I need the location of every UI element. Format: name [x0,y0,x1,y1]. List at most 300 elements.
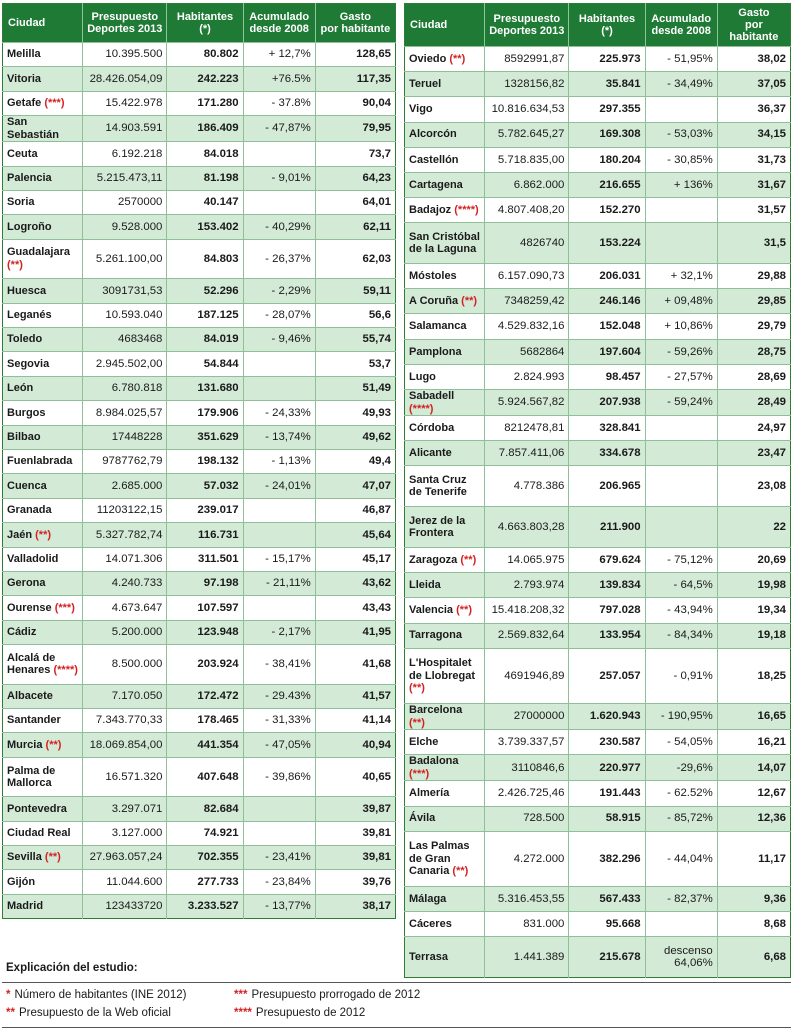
budget-cell: 18.069.854,00 [83,733,167,757]
spend-per-capita-cell: 41,68 [315,645,395,685]
note-text: Presupuesto de 2012 [255,1007,366,1019]
population-cell: 97.198 [167,571,243,595]
population-cell: 40.147 [167,190,243,214]
city-name: Ceuta [7,147,38,160]
budget-cell: 7.343.770,33 [83,708,167,732]
budget-cell: 1328156,82 [485,72,569,97]
table-row [3,523,396,547]
city-cell [3,376,83,400]
population-cell: 186.409 [167,116,243,142]
city-cell [3,846,83,870]
accumulated-cell [645,441,717,466]
city-cell [405,198,485,223]
spend-per-capita-cell: 23,08 [717,466,790,507]
spend-per-capita-cell: 64,23 [315,166,395,190]
city-name: Cáceres [409,918,452,931]
footnote-mark: (****) [53,664,78,677]
spend-per-capita-cell: 28,69 [717,364,790,389]
population-cell: 679.624 [569,548,645,573]
population-cell: 52.296 [167,279,243,303]
spend-per-capita-cell: 36,37 [717,97,790,122]
city-name: Burgos [7,406,46,419]
budget-cell: 4.240.733 [83,571,167,595]
city-cell [405,289,485,314]
budget-cell: 8.984.025,57 [83,401,167,425]
accumulated-cell: - 24,33% [243,401,315,425]
spend-per-capita-cell: 40,94 [315,733,395,757]
accumulated-cell: - 59,24% [645,390,717,416]
population-cell: 257.057 [569,648,645,703]
city-name: Vigo [409,103,433,116]
budget-cell: 5.200.000 [83,620,167,644]
city-name: Gerona [7,577,46,590]
budget-table-right [404,3,791,978]
population-cell: 95.668 [569,912,645,937]
budget-cell: 5.316.453,55 [485,887,569,912]
note-2012 [234,1007,365,1019]
table-row [3,645,396,685]
accumulated-cell [243,797,315,821]
spend-per-capita-cell: 45,64 [315,523,395,547]
notes-divider-top [2,982,791,983]
budget-cell: 4.807.408,20 [485,198,569,223]
city-name: Córdoba [409,421,455,434]
spend-per-capita-cell: 14,07 [717,755,790,781]
spend-per-capita-cell: 41,14 [315,708,395,732]
population-cell: 277.733 [167,870,243,894]
table-row [3,821,396,845]
table-row [3,328,396,352]
city-name: Lugo [409,370,436,383]
spend-per-capita-cell: 31,67 [717,172,790,197]
city-name: L'Hospitalet de Llobregat [409,657,476,682]
city-cell [405,416,485,441]
budget-cell: 4826740 [485,223,569,264]
accumulated-cell: - 31,33% [243,708,315,732]
population-cell: 198.132 [167,449,243,473]
note-text: Presupuesto prorrogado de 2012 [251,989,421,1001]
spend-per-capita-cell: 62,11 [315,215,395,239]
accumulated-cell: - 44,04% [645,831,717,886]
budget-cell: 15.422.978 [83,91,167,115]
city-cell [405,147,485,172]
population-cell: 351.629 [167,425,243,449]
population-cell: 191.443 [569,781,645,806]
spend-per-capita-cell: 62,03 [315,239,395,279]
table-row [3,401,396,425]
table-row [3,870,396,894]
spend-per-capita-cell: 18,25 [717,648,790,703]
table-row [405,831,791,886]
table-row [3,571,396,595]
city-cell [405,887,485,912]
table-row [405,264,791,289]
population-cell: 334.678 [569,441,645,466]
city-cell [3,142,83,166]
city-cell [3,43,83,67]
spend-per-capita-cell: 19,34 [717,598,790,623]
table-row [405,97,791,122]
accumulated-cell: - 2,29% [243,279,315,303]
population-cell: 328.841 [569,416,645,441]
spend-per-capita-cell: 39,81 [315,821,395,845]
table-row [405,314,791,339]
footnote-mark: (**) [461,295,478,308]
city-cell [405,466,485,507]
city-cell [405,730,485,755]
budget-cell: 9787762,79 [83,449,167,473]
city-cell [405,314,485,339]
city-cell [3,733,83,757]
city-name: Alicante [409,447,452,460]
budget-cell: 5.261.100,00 [83,239,167,279]
budget-cell: 17448228 [83,425,167,449]
spend-per-capita-cell: 43,43 [315,596,395,620]
budget-cell: 2.945.502,00 [83,352,167,376]
footnote-mark: (**) [44,851,61,864]
population-cell: 98.457 [569,364,645,389]
population-cell: 203.924 [167,645,243,685]
city-cell [405,390,485,416]
table-row [405,339,791,364]
budget-cell: 27.963.057,24 [83,846,167,870]
city-cell [405,122,485,147]
accumulated-cell [243,142,315,166]
accumulated-cell [645,466,717,507]
city-cell [3,571,83,595]
population-cell: 1.620.943 [569,704,645,730]
city-cell [405,704,485,730]
spend-per-capita-cell: 23,47 [717,441,790,466]
city-cell [3,116,83,142]
table-row [3,303,396,327]
accumulated-cell: - 39,86% [243,757,315,797]
population-cell: 207.938 [569,390,645,416]
accumulated-cell: - 23,84% [243,870,315,894]
city-name: San Sebastián [7,116,59,141]
population-cell: 169.308 [569,122,645,147]
table-row [405,47,791,72]
city-cell [405,648,485,703]
city-name: Alcorcón [409,128,457,141]
budget-cell: 4.673.647 [83,596,167,620]
city-cell [3,547,83,571]
population-cell: 172.472 [167,684,243,708]
budget-cell: 16.571.320 [83,757,167,797]
table-row [405,507,791,548]
spend-per-capita-cell: 39,76 [315,870,395,894]
city-name: Segovia [7,357,50,370]
city-cell [405,937,485,978]
population-cell: 35.841 [569,72,645,97]
spend-per-capita-cell: 90,04 [315,91,395,115]
budget-cell: 2.426.725,46 [485,781,569,806]
table-body-right [405,47,791,978]
header-habitantes: Habitantes (*) [569,4,645,47]
city-cell [3,498,83,522]
header-habitantes: Habitantes (*) [167,4,243,43]
budget-cell: 10.816.634,53 [485,97,569,122]
city-name: Zaragoza [409,553,458,566]
accumulated-cell: - 37.8% [243,91,315,115]
population-cell: 74.921 [167,821,243,845]
spend-per-capita-cell: 47,07 [315,474,395,498]
budget-cell: 3091731,53 [83,279,167,303]
accumulated-cell: - 27,57% [645,364,717,389]
header-ciudad: Ciudad [3,4,83,43]
budget-cell: 7348259,42 [485,289,569,314]
spend-per-capita-cell: 37,05 [717,72,790,97]
spend-per-capita-cell: 56,6 [315,303,395,327]
city-cell [405,507,485,548]
city-cell [3,67,83,91]
spend-per-capita-cell: 29,85 [717,289,790,314]
budget-cell: 6.862.000 [485,172,569,197]
population-cell: 84.018 [167,142,243,166]
table-row [405,781,791,806]
spend-per-capita-cell: 43,62 [315,571,395,595]
population-cell: 3.233.527 [167,894,243,918]
budget-cell: 3110846,6 [485,755,569,781]
accumulated-cell: - 64,5% [645,573,717,598]
footnote-mark: (***) [409,767,430,780]
accumulated-cell: - 9,46% [243,328,315,352]
population-cell: 82.684 [167,797,243,821]
accumulated-cell: -29,6% [645,755,717,781]
budget-cell: 4.529.832,16 [485,314,569,339]
accumulated-cell: - 34,49% [645,72,717,97]
accumulated-cell: - 28,07% [243,303,315,327]
header-presupuesto: Presupuesto Deportes 2013 [83,4,167,43]
table-row [3,43,396,67]
population-cell: 178.465 [167,708,243,732]
city-name: Valencia [409,604,454,617]
city-cell [405,223,485,264]
city-name: Terrasa [409,951,448,964]
budget-cell: 3.739.337,57 [485,730,569,755]
budget-cell: 10.395.500 [83,43,167,67]
city-name: Palma de Mallorca [7,764,56,790]
spend-per-capita-cell: 39,81 [315,846,395,870]
population-cell: 133.954 [569,623,645,648]
table-body-left [3,43,396,919]
accumulated-cell: + 32,1% [645,264,717,289]
city-name: Granada [7,504,52,517]
spend-per-capita-cell: 8,68 [717,912,790,937]
city-name: Almería [409,787,450,800]
population-cell: 216.655 [569,172,645,197]
budget-cell: 4691946,89 [485,648,569,703]
city-name: Jaén [7,528,33,541]
table-row [3,797,396,821]
population-cell: 153.402 [167,215,243,239]
city-cell [3,821,83,845]
spend-per-capita-cell: 34,15 [717,122,790,147]
accumulated-cell [645,507,717,548]
spend-per-capita-cell: 16,21 [717,730,790,755]
population-cell: 153.224 [569,223,645,264]
budget-cell: 8.500.000 [83,645,167,685]
header-gasto: Gasto por habitante [717,4,790,47]
budget-cell: 7.857.411,06 [485,441,569,466]
table-row [3,239,396,279]
population-cell: 81.198 [167,166,243,190]
accumulated-cell: - 47,87% [243,116,315,142]
table-row [3,449,396,473]
city-cell [3,620,83,644]
city-name: Las Palmas de Gran Canaria [409,840,470,878]
city-name: Cádiz [7,626,37,639]
accumulated-cell: - 51,95% [645,47,717,72]
population-cell: 230.587 [569,730,645,755]
table-row [3,846,396,870]
budget-cell: 7.170.050 [83,684,167,708]
population-cell: 171.280 [167,91,243,115]
table-row [3,894,396,918]
accumulated-cell: - 59,26% [645,339,717,364]
table-row [3,474,396,498]
accumulated-cell: - 24,01% [243,474,315,498]
note-mark: * [6,989,11,1001]
city-name: Ciudad Real [7,827,71,840]
spend-per-capita-cell: 49,93 [315,401,395,425]
footnote-mark: (**) [456,604,472,617]
city-name: Santander [7,714,61,727]
table-row [405,937,791,978]
table-row [3,142,396,166]
city-cell [3,684,83,708]
city-cell [3,190,83,214]
spend-per-capita-cell: 12,67 [717,781,790,806]
budget-cell: 5682864 [485,339,569,364]
table-row [3,190,396,214]
budget-cell: 8212478,81 [485,416,569,441]
spend-per-capita-cell: 40,65 [315,757,395,797]
table-row [405,441,791,466]
spend-per-capita-cell: 19,18 [717,623,790,648]
population-cell: 297.355 [569,97,645,122]
table-row [3,376,396,400]
accumulated-cell [645,416,717,441]
budget-cell: 11.044.600 [83,870,167,894]
spend-per-capita-cell: 28,75 [717,339,790,364]
table-row [3,596,396,620]
population-cell: 84.019 [167,328,243,352]
city-cell [3,91,83,115]
accumulated-cell: - 26,37% [243,239,315,279]
city-cell [3,352,83,376]
spend-per-capita-cell: 29,79 [717,314,790,339]
accumulated-cell: - 47,05% [243,733,315,757]
city-name: Cartagena [409,178,463,191]
budget-cell: 27000000 [485,704,569,730]
city-cell [405,47,485,72]
spend-per-capita-cell: 19,98 [717,573,790,598]
note-habitantes [6,989,186,1001]
budget-cell: 9.528.000 [83,215,167,239]
table-row [405,390,791,416]
population-cell: 441.354 [167,733,243,757]
spend-per-capita-cell: 16,65 [717,704,790,730]
table-row [405,730,791,755]
population-cell: 54.844 [167,352,243,376]
table-row [405,147,791,172]
population-cell: 197.604 [569,339,645,364]
accumulated-cell: - 13,77% [243,894,315,918]
accumulated-cell [243,190,315,214]
city-cell [405,573,485,598]
table-row [405,648,791,703]
table-row [405,806,791,831]
city-cell [3,449,83,473]
note-prorrogado [234,989,420,1001]
city-name: Bilbao [7,431,41,444]
accumulated-cell: - 2,17% [243,620,315,644]
spend-per-capita-cell: 9,36 [717,887,790,912]
table-row [3,166,396,190]
city-name: Ávila [409,812,436,825]
city-name: Getafe [7,97,42,110]
city-name: Soria [7,196,35,209]
budget-cell: 5.327.782,74 [83,523,167,547]
city-cell [3,523,83,547]
table-row [405,623,791,648]
city-cell [405,912,485,937]
accumulated-cell: - 38,41% [243,645,315,685]
city-name: Cuenca [7,479,47,492]
footnote-mark: (***) [44,97,65,110]
budget-cell: 10.593.040 [83,303,167,327]
city-cell [3,401,83,425]
city-name: San Cristóbal de la Laguna [409,230,480,256]
city-name: Logroño [7,220,52,233]
budget-cell: 11203122,15 [83,498,167,522]
spend-per-capita-cell: 73,7 [315,142,395,166]
accumulated-cell: - 0,91% [645,648,717,703]
table-row [405,198,791,223]
budget-cell: 831.000 [485,912,569,937]
city-cell [3,328,83,352]
city-name: Málaga [409,892,447,905]
population-cell: 206.031 [569,264,645,289]
spend-per-capita-cell: 55,74 [315,328,395,352]
table-row [3,547,396,571]
spend-per-capita-cell: 28,49 [717,390,790,416]
budget-cell: 2.685.000 [83,474,167,498]
accumulated-cell: + 12,7% [243,43,315,67]
table-row [405,289,791,314]
spend-per-capita-cell: 53,7 [315,352,395,376]
spend-per-capita-cell: 38,17 [315,894,395,918]
table-row [3,708,396,732]
population-cell: 80.802 [167,43,243,67]
accumulated-cell: - 43,94% [645,598,717,623]
accumulated-cell: - 53,03% [645,122,717,147]
footnote-mark: (**) [7,258,23,271]
accumulated-cell: - 13,74% [243,425,315,449]
city-cell [405,72,485,97]
accumulated-cell: + 136% [645,172,717,197]
table-row [405,72,791,97]
population-cell: 187.125 [167,303,243,327]
accumulated-cell [243,523,315,547]
city-cell [405,339,485,364]
city-name: Barcelona [409,704,463,717]
population-cell: 116.731 [167,523,243,547]
notes-divider-bottom [2,1027,791,1028]
city-name: Pontevedra [7,802,67,815]
table-row [3,425,396,449]
